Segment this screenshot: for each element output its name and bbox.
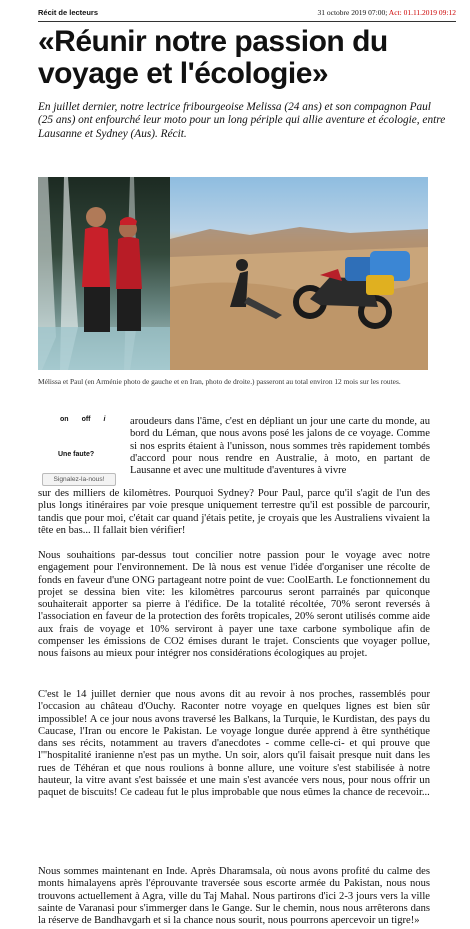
article-paragraph-3: C'est le 14 juillet dernier que nous avons dit au revoir à nos proches, rassemblés pour l'occasion au château d'Ouchy. Raconter notre voyage en quelques lignes est bien sûr impossible! A ce jour nous avons traversé les Balkans, la Turquie, le Kurdistan, des pays du Caucase, l'Iran ou encore le Pakistan. Le voyage longue durée apprend à être synthétique dans ses récits, notamment au travers d'anecdotes - comme celle-ci- et qui prouve que l'"hospitalité iranienne n'est pas un mythe. Un soir, alors qu'il faisait presque nuit dans les rues de Téhéran et que nous roulions à bonne allure, une voiture s'est stabilisée à notre hauteur, la vitre avant s'est baissée et une main s'est avancée vers nous, pour nous offrir un paquet de biscuits! Ce cadeau fut le plus improbable que nous eûmes la chance de recevoir... xyxy=(38,689,430,799)
vote-off-button[interactable]: off xyxy=(81,416,91,423)
published-date: 31 octobre 2019 07:00; xyxy=(317,8,388,17)
updated-date: Act: 01.11.2019 09:12 xyxy=(388,8,456,17)
photo-iran-illustration xyxy=(170,177,428,370)
info-icon[interactable]: i xyxy=(103,416,106,423)
vote-row xyxy=(38,416,116,423)
photo-armenia-illustration xyxy=(38,177,170,370)
typo-question: Une faute? xyxy=(58,451,95,458)
article-title: «Réunir notre passion du voyage et l'écologie» xyxy=(38,25,388,90)
photo-armenia-couple xyxy=(38,177,170,370)
article-paragraph-1-continued: sur des milliers de kilomètres. Pourquoi Sydney? Pour Paul, parce qu'il s'agit de l'un des plus longs itinéraires par voie presque uniquement terrestre qu'il est possible de parcourir, tandis que pour moi, c'était car quand j'étais petite, je croyais que les Australiens vivaient la tête en bas... Il fallait bien vérifier! xyxy=(38,488,430,536)
article-paragraph-2: Nous souhaitions par-dessus tout concilier notre passion pour le voyage avec notre engagement pour l'environnement. De là nous est venue l'idée d'organiser une récolte de fonds en faveur d'une ONG partageant notre point de vue: CoolEarth. Le fonctionnement du projet se dessina bien vite: les kilomètres parcourus seront parrainés par quiconque souhaiterait apporter sa pierre à l'édifice. De la totalité récoltée, 70% seront reversés à l'association en faveur de la protection des forêts tropicales, 20% seront utilisés comme aide aux frais de voyage et 10% serviront à payer une taxe carbone symbolique afin de compenser les émissions de CO2 émises durant le trajet. Conscients que voyager pollue, nous faisons au mieux pour intégrer nos considérations écologiques au projet. xyxy=(38,550,430,660)
reader-widget xyxy=(38,416,116,486)
vote-on-button[interactable]: on xyxy=(60,416,69,423)
article-paragraph-4: Nous sommes maintenant en Inde. Après Dharamsala, où nous avons profité du calme des monts himalayens après l'éprouvante traversée sous escorte armée du Pakistan, nous nous trouvons actuellement à Agra, ville du Taj Mahal. Nous partirons d'ici 2-3 jours vers la ville sainte de Varanasi pour s'immerger dans le Gange. Sur le chemin, nous nous arrêterons dans la réserve de Bandhavgarh et si la chance nous sourit, nous pourrons apercevoir un tigre!» xyxy=(38,866,430,927)
photo-caption: Mélissa et Paul (en Arménie photo de gauche et en Iran, photo de droite.) passeront au total environ 12 mois sur les routes. xyxy=(38,377,401,386)
article-lead: En juillet dernier, notre lectrice fribourgeoise Melissa (24 ans) et son compagnon Paul (25 ans) ont enfourché leur moto pour un long périple qui allie aventure et écologie, entre Lausanne et Sydney (Aus). Récit. xyxy=(38,101,446,140)
rubric-label: Récit de lecteurs xyxy=(38,8,99,17)
publication-dates xyxy=(318,8,456,17)
article-paragraph-1-indented: aroudeurs dans l'âme, c'est en dépliant un jour une carte du monde, au bord du Léman, que nous avons posé les jalons de ce voyage. Comme si nos esprits étaient à l'unisson, nous sommes très rapidement tombés d'accord pour nous rendre en Australie, à moto, en partant de Lausanne et avec une multitude d'aventures à vivre xyxy=(130,416,430,477)
report-typo-button[interactable]: Signalez-la-nous! xyxy=(42,473,116,486)
article-header-bar xyxy=(38,6,456,22)
photo-iran-motorbike xyxy=(170,177,428,370)
